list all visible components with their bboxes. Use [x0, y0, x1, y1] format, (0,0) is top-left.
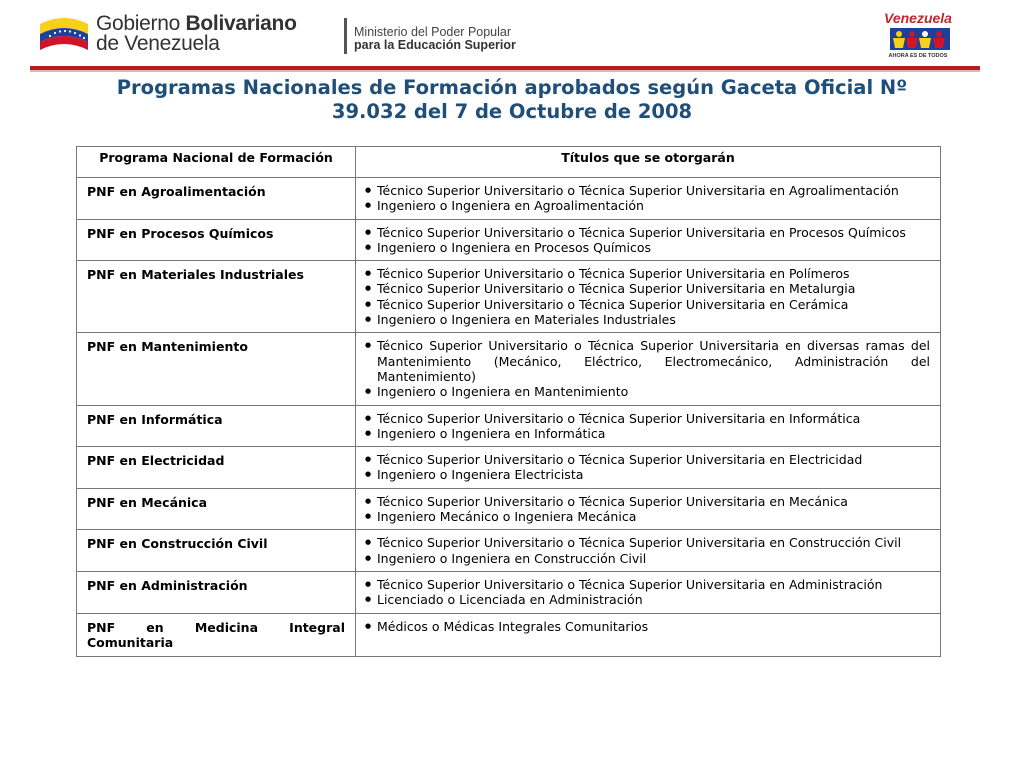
page-title-line2: 39.032 del 7 de Octubre de 2008	[331, 100, 693, 123]
program-cell: PNF en Informática	[77, 405, 356, 447]
titles-cell	[356, 488, 941, 530]
titles-cell	[356, 447, 941, 489]
title-item: ● Ingeniero o Ingeniera en Agroalimentación	[364, 198, 930, 213]
table-row	[77, 261, 941, 333]
vz-logo-word: Venezuela	[884, 10, 952, 26]
title-item: ● Ingeniero o Ingeniera en Materiales Industriales	[364, 312, 930, 327]
program-cell: PNF en Electricidad	[77, 447, 356, 489]
title-item: ● Ingeniero o Ingeniera Electricista	[364, 467, 930, 482]
program-cell: PNF en Materiales Industriales	[77, 261, 356, 333]
title-item: ● Técnico Superior Universitario o Técnica Superior Universitaria en diversas ramas del Mantenimiento (Mecánico, Eléctrico, Electromecánico, Administración del Mantenimiento)	[364, 338, 930, 384]
title-item: ● Ingeniero o Ingeniera en Informática	[364, 426, 930, 441]
gov-line1-bold: Bolivariano	[185, 12, 297, 35]
title-item: ● Técnico Superior Universitario o Técnica Superior Universitaria en Cerámica	[364, 297, 930, 312]
table-row	[77, 488, 941, 530]
title-item: ● Técnico Superior Universitario o Técnica Superior Universitaria en Polímeros	[364, 266, 930, 281]
header-banner	[30, 4, 980, 70]
title-item: ● Técnico Superior Universitario o Técnica Superior Universitaria en Mecánica	[364, 494, 930, 509]
pnf-table	[76, 146, 941, 657]
ministry-name	[354, 26, 516, 52]
program-cell: PNF en Agroalimentación	[77, 178, 356, 220]
table-row	[77, 219, 941, 261]
title-item: ● Técnico Superior Universitario o Técnica Superior Universitaria en Electricidad	[364, 452, 930, 467]
title-item: ● Técnico Superior Universitario o Técnica Superior Universitaria en Informática	[364, 411, 930, 426]
title-item: ● Técnico Superior Universitario o Técnica Superior Universitaria en Procesos Químicos	[364, 225, 930, 240]
title-item: ● Técnico Superior Universitario o Técnica Superior Universitaria en Agroalimentación	[364, 183, 930, 198]
titles-cell	[356, 405, 941, 447]
table-row	[77, 571, 941, 613]
titles-cell	[356, 613, 941, 656]
titles-cell	[356, 261, 941, 333]
titles-cell	[356, 571, 941, 613]
column-header-titles: Títulos que se otorgarán	[356, 147, 941, 178]
table-row	[77, 405, 941, 447]
gov-line2: de Venezuela	[96, 32, 220, 55]
program-cell: PNF en Mantenimiento	[77, 333, 356, 405]
title-item: ● Licenciado o Licenciada en Administración	[364, 592, 930, 607]
title-item: ● Ingeniero o Ingeniera en Procesos Químicos	[364, 240, 930, 255]
government-logo-text	[96, 14, 297, 54]
ministry-line1: Ministerio del Poder Popular	[354, 25, 512, 39]
table-row	[77, 447, 941, 489]
title-item: ● Ingeniero o Ingeniera en Mantenimiento	[364, 384, 930, 399]
program-cell: PNF en Procesos Químicos	[77, 219, 356, 261]
title-item: ● Ingeniero o Ingeniera en Construcción Civil	[364, 551, 930, 566]
gov-line1-prefix: Gobierno	[96, 12, 186, 35]
table-row	[77, 613, 941, 656]
vz-logo-slogan: AHORA ES DE TODOS	[888, 53, 948, 59]
titles-cell	[356, 219, 941, 261]
table-row	[77, 333, 941, 405]
column-header-program: Programa Nacional de Formación	[77, 147, 356, 178]
program-cell: PNF en Construcción Civil	[77, 530, 356, 572]
page-title	[60, 76, 964, 124]
title-item: ● Médicos o Médicas Integrales Comunitarios	[364, 619, 930, 634]
header-divider	[344, 18, 347, 54]
table-header-row	[77, 147, 941, 178]
page-title-line1: Programas Nacionales de Formación aprobados según Gaceta Oficial Nº	[116, 76, 908, 99]
title-item: ● Técnico Superior Universitario o Técnica Superior Universitaria en Metalurgia	[364, 281, 930, 296]
titles-cell	[356, 530, 941, 572]
venezuela-flag-icon	[38, 10, 90, 54]
program-cell: PNF en Medicina Integral Comunitaria	[77, 613, 356, 656]
venezuela-campaign-logo	[868, 10, 968, 62]
program-cell: PNF en Administración	[77, 571, 356, 613]
program-cell: PNF en Mecánica	[77, 488, 356, 530]
titles-cell	[356, 178, 941, 220]
title-item: ● Técnico Superior Universitario o Técnica Superior Universitaria en Administración	[364, 577, 930, 592]
title-item: ● Ingeniero Mecánico o Ingeniera Mecánica	[364, 509, 930, 524]
table-row	[77, 530, 941, 572]
titles-cell	[356, 333, 941, 405]
ministry-line2: para la Educación Superior	[354, 38, 516, 52]
title-item: ● Técnico Superior Universitario o Técnica Superior Universitaria en Construcción Civil	[364, 535, 930, 550]
people-figures-icon	[890, 26, 950, 52]
table-row	[77, 178, 941, 220]
